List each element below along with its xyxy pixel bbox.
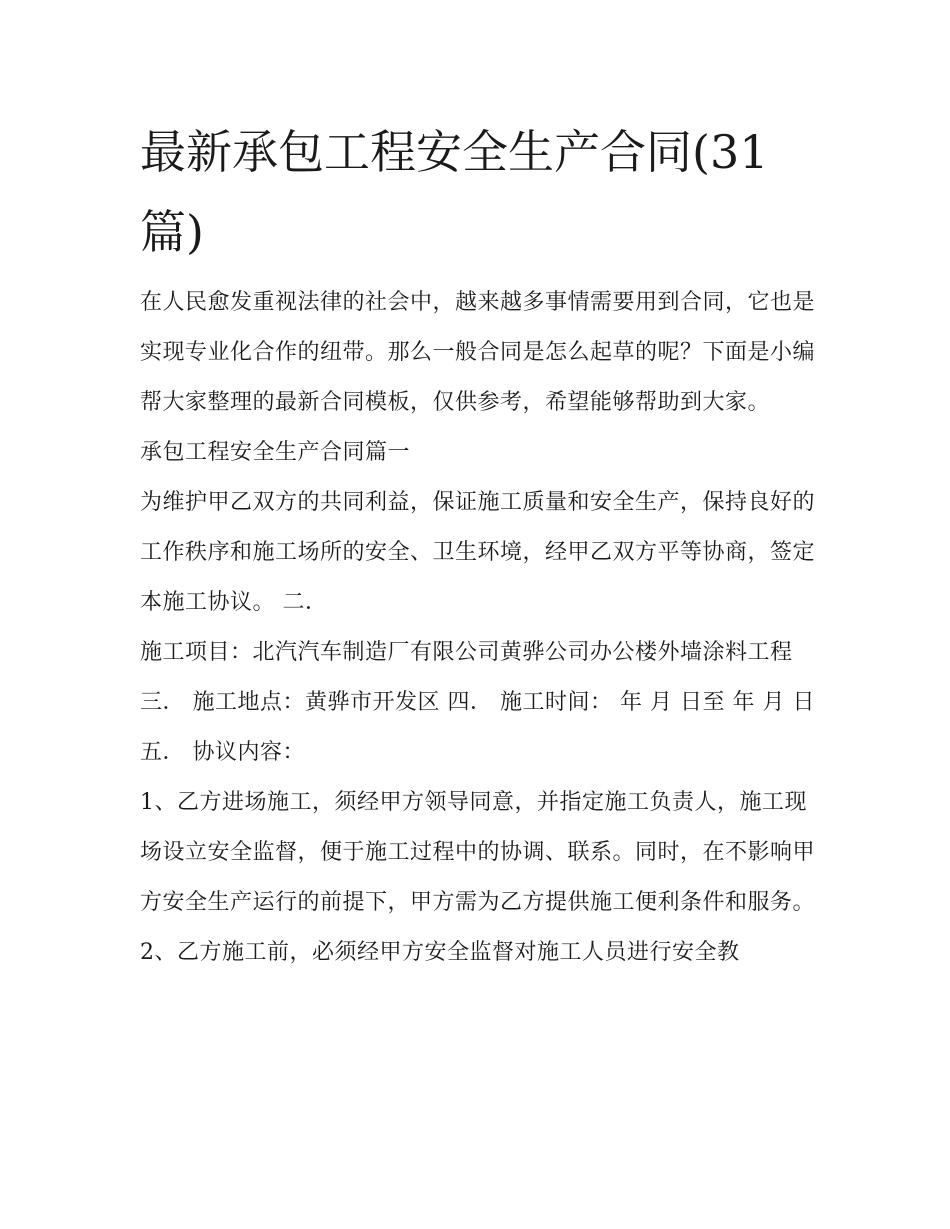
- agreement-purpose-paragraph: 为维护甲乙双方的共同利益，保证施工质量和安全生产，保持良好的工作秩序和施工场所的安全、卫生环境，经甲乙双方平等协商，签定本施工协议。 二．: [140, 490, 816, 615]
- project-info-paragraph: 施工项目：北汽汽车制造厂有限公司黄骅公司办公楼外墙涂料工程 三． 施工地点：黄骅市开发区 四． 施工时间： 年 月 日至 年 月 日 五． 协议内容：: [140, 640, 815, 765]
- document-page: [140, 112, 815, 978]
- document-title: 最新承包工程安全生产合同(31篇): [140, 125, 769, 259]
- clause-2-paragraph: 2、乙方施工前，必须经甲方安全监督对施工人员进行安全教: [140, 940, 740, 965]
- intro-paragraph: 在人民愈发重视法律的社会中，越来越多事情需要用到合同，它也是实现专业化合作的纽带。那么一般合同是怎么起草的呢？下面是小编帮大家整理的最新合同模板，仅供参考，希望能够帮助到大家。: [140, 290, 816, 415]
- section-heading: 承包工程安全生产合同篇一: [140, 440, 411, 465]
- clause-1-paragraph: 1、乙方进场施工，须经甲方领导同意，并指定施工负责人，施工现场设立安全监督，便于施工过程中的协调、联系。同时，在不影响甲方安全生产运行的前提下，甲方需为乙方提供施工便利条件和服务。: [140, 790, 816, 915]
